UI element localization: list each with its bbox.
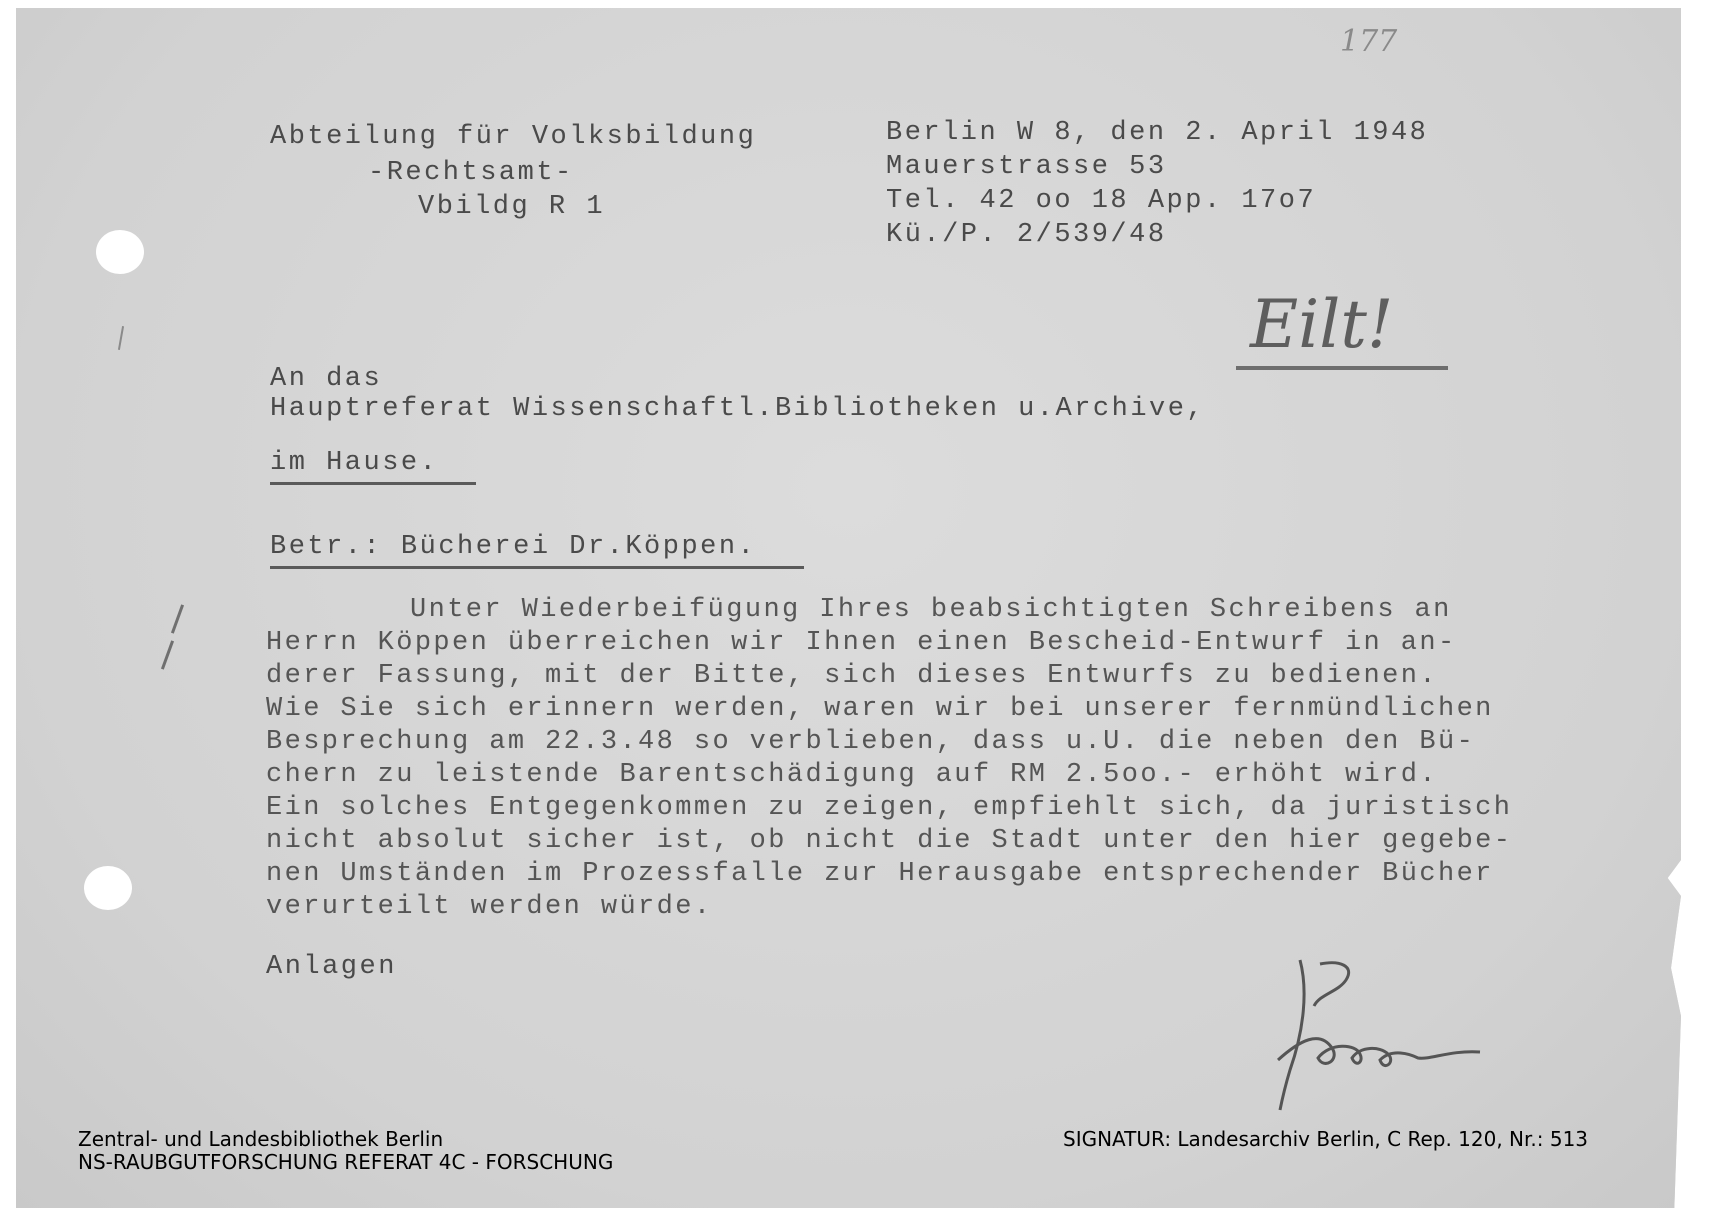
footer-signature-reference: SIGNATUR: Landesarchiv Berlin, C Rep. 120, Nr.: 513 (1063, 1127, 1589, 1151)
reference-line: Kü./P. 2/539/48 (886, 220, 1167, 250)
recipient-line-3: im Hause. (270, 446, 476, 485)
recipient-line-2: Hauptreferat Wissenschaftl.Bibliotheken u.Archive, (270, 394, 1206, 424)
signature-mark (1260, 950, 1520, 1120)
date-line: Berlin W 8, den 2. April 1948 (886, 118, 1429, 148)
body-line: Ein solches Entgegenkommen zu zeigen, empfiehlt sich, da juristisch (266, 793, 1513, 823)
punch-hole-top (96, 230, 144, 274)
address-line: Mauerstrasse 53 (886, 152, 1167, 182)
body-line: nicht absolut sicher ist, ob nicht die Stadt unter den hier gegebe- (266, 826, 1513, 856)
urgent-note-underline (1236, 366, 1448, 370)
recipient-line-1: An das (270, 364, 383, 394)
footer-institution: Zentral- und Landesbibliothek Berlin (78, 1127, 444, 1151)
body-line: Herrn Köppen überreichen wir Ihnen einen Bescheid-Entwurf in an- (266, 628, 1457, 658)
body-line: verurteilt werden würde. (266, 892, 713, 922)
body-line: nen Umständen im Prozessfalle zur Herausgabe entsprechender Bücher (266, 859, 1494, 889)
enclosures-label: Anlagen (266, 952, 397, 982)
footer-department: NS-RAUBGUTFORSCHUNG REFERAT 4C - FORSCHUNG (78, 1150, 614, 1174)
body-line: chern zu leistende Barentschädigung auf RM 2.5oo.- erhöht wird. (266, 760, 1438, 790)
urgent-note: Eilt! (1250, 286, 1394, 363)
sender-line-3: Vbildg R 1 (418, 192, 606, 222)
page-number: 177 (1340, 24, 1398, 59)
body-line: Besprechung am 22.3.48 so verblieben, dass u.U. die neben den Bü- (266, 727, 1476, 757)
body-line: derer Fassung, mit der Bitte, sich dieses Entwurfs zu bedienen. (266, 661, 1438, 691)
sender-line-2: -Rechtsamt- (368, 158, 574, 188)
subject-line: Betr.: Bücherei Dr.Köppen. (270, 530, 804, 569)
body-line: Unter Wiederbeifügung Ihres beabsichtigten Schreibens an (410, 595, 1452, 625)
body-line: Wie Sie sich erinnern werden, waren wir bei unserer fernmündlichen (266, 694, 1494, 724)
phone-line: Tel. 42 oo 18 App. 17o7 (886, 186, 1317, 216)
punch-hole-bottom (84, 866, 132, 910)
sender-line-1: Abteilung für Volksbildung (270, 122, 757, 152)
